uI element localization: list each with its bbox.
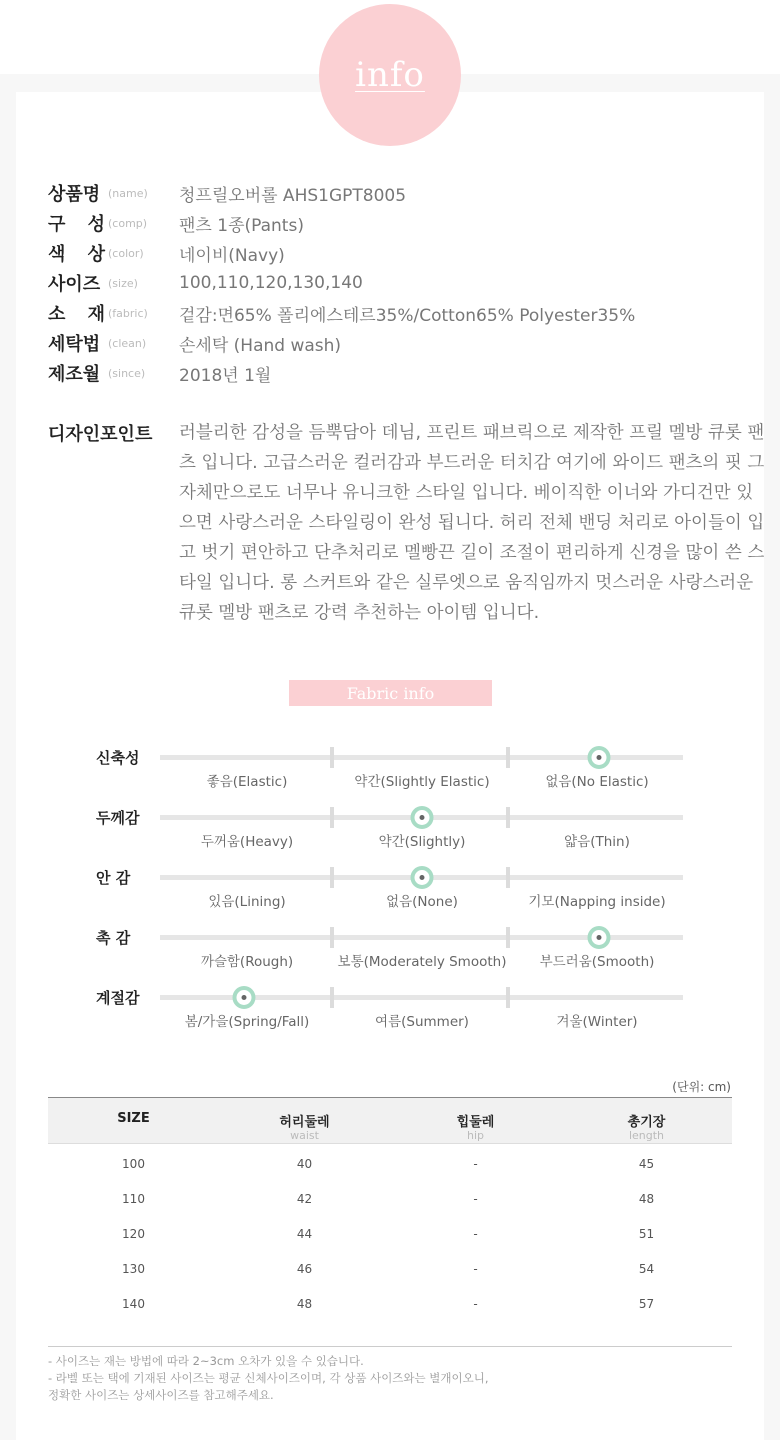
table-row — [48, 1216, 732, 1251]
fabric-scale-label: 계절감 — [96, 989, 140, 1007]
spec-label-en: (fabric) — [108, 306, 148, 320]
spec-row — [48, 178, 407, 208]
fabric-scale-divider — [330, 927, 334, 948]
size-table-header — [48, 1097, 732, 1144]
spec-label-en: (color) — [108, 246, 144, 260]
fabric-scale-option: 까슬함(Rough) — [200, 954, 294, 970]
note-line: - 사이즈는 재는 방법에 따라 2~3cm 오차가 있을 수 있습니다. — [48, 1354, 364, 1368]
table-row — [48, 1181, 732, 1216]
table-cell: 42 — [296, 1191, 313, 1206]
table-cell: 130 — [122, 1261, 145, 1276]
size-table-body — [48, 1144, 732, 1321]
fabric-scale-option: 부드러움(Smooth) — [539, 954, 655, 970]
header-cell: 허리둘레 waist — [279, 1115, 330, 1142]
fabric-scale-row — [0, 929, 780, 995]
spec-row — [48, 298, 636, 328]
spec-label: 사이즈 — [48, 274, 101, 295]
fabric-scale-option: 없음(No Elastic) — [545, 774, 649, 790]
info-badge-text: info — [355, 55, 425, 95]
marker-center-dot — [597, 755, 602, 760]
spec-label: 제조월 — [48, 364, 101, 385]
note-line: 정확한 사이즈는 상세사이즈를 참고해주세요. — [48, 1388, 274, 1402]
header-cell: 총기장 length — [627, 1115, 666, 1142]
table-cell: 40 — [296, 1156, 313, 1171]
table-row — [48, 1286, 732, 1321]
spec-row — [48, 268, 363, 298]
spec-value: 100,110,120,130,140 — [179, 273, 363, 293]
spec-label-en: (comp) — [108, 216, 148, 230]
spec-label-en: (since) — [108, 366, 146, 380]
fabric-scale-option: 좋음(Elastic) — [206, 774, 288, 790]
table-cell: 46 — [296, 1261, 313, 1276]
fabric-scale-label: 신축성 — [96, 749, 140, 767]
note-line: - 라벨 또는 택에 기재된 사이즈는 평균 신체사이즈이며, 각 상품 사이즈와는 별개이오니, — [48, 1371, 489, 1385]
table-cell: 140 — [122, 1296, 145, 1311]
spec-label: 세탁법 — [48, 334, 101, 355]
fabric-scale-label: 두께감 — [96, 809, 140, 827]
spec-value: 2018년 1월 — [179, 365, 272, 386]
table-cell: 54 — [638, 1261, 655, 1276]
fabric-scale-divider — [330, 987, 334, 1008]
spec-value: 손세탁 (Hand wash) — [179, 335, 342, 356]
fabric-scale-label: 안 감 — [96, 869, 131, 887]
spec-row — [48, 358, 272, 388]
fabric-scale-option: 약간(Slightly) — [378, 834, 466, 850]
fabric-info-title: Fabric info — [289, 680, 492, 706]
spec-label: 소 재 — [48, 304, 105, 325]
table-cell: 51 — [638, 1226, 655, 1241]
fabric-scale-option: 약간(Slightly Elastic) — [354, 774, 490, 790]
spec-row — [48, 238, 285, 268]
spec-value: 청프릴오버롤 AHS1GPT8005 — [179, 185, 407, 206]
marker-center-dot — [419, 815, 424, 820]
fabric-scale-divider — [506, 747, 510, 768]
fabric-scale-row — [0, 989, 780, 1055]
fabric-scale-row — [0, 749, 780, 815]
fabric-scale-row — [0, 869, 780, 935]
fabric-scale-label: 촉 감 — [96, 929, 131, 947]
fabric-scale-divider — [330, 747, 334, 768]
marker-center-dot — [419, 875, 424, 880]
fabric-scale-option: 보통(Moderately Smooth) — [337, 954, 507, 970]
size-table — [48, 1097, 732, 1321]
spec-row — [48, 328, 342, 358]
fabric-scale-option: 있음(Lining) — [208, 894, 286, 910]
table-cell: 48 — [296, 1296, 313, 1311]
marker-center-dot — [241, 995, 246, 1000]
design-point-title: 디자인포인트 — [48, 424, 153, 445]
table-cell: - — [473, 1191, 478, 1206]
fabric-scale-option: 얇음(Thin) — [564, 834, 630, 850]
size-notes — [48, 1346, 732, 1404]
spec-label: 상품명 — [48, 184, 101, 205]
fabric-scale-option: 봄/가을(Spring/Fall) — [184, 1014, 310, 1030]
table-cell: 57 — [638, 1296, 655, 1311]
table-cell: 100 — [122, 1156, 145, 1171]
fabric-scale-option: 기모(Napping inside) — [528, 894, 666, 910]
table-cell: 120 — [122, 1226, 145, 1241]
fabric-scale-divider — [506, 987, 510, 1008]
fabric-scale-marker — [410, 866, 433, 889]
spec-row — [48, 208, 304, 238]
spec-label-en: (name) — [108, 186, 148, 200]
product-spec-list — [48, 178, 636, 388]
info-badge — [319, 4, 461, 146]
spec-label: 색 상 — [48, 244, 105, 265]
table-cell: - — [473, 1156, 478, 1171]
fabric-scale-divider — [330, 867, 334, 888]
table-cell: 45 — [638, 1156, 655, 1171]
fabric-scale-divider — [506, 867, 510, 888]
fabric-scale-option: 두꺼움(Heavy) — [200, 834, 294, 850]
spec-label-en: (clean) — [108, 336, 147, 350]
table-cell: 44 — [296, 1226, 313, 1241]
spec-label-en: (size) — [108, 276, 138, 290]
header-cell: SIZE — [117, 1111, 150, 1126]
table-cell: - — [473, 1226, 478, 1241]
size-unit: (단위: cm) — [672, 1080, 731, 1094]
fabric-scale-marker — [232, 986, 255, 1009]
spec-value: 팬츠 1종(Pants) — [179, 215, 304, 236]
table-cell: 110 — [122, 1191, 145, 1206]
fabric-scale-marker — [588, 746, 611, 769]
fabric-scale-option: 여름(Summer) — [375, 1014, 469, 1030]
table-cell: - — [473, 1296, 478, 1311]
table-row — [48, 1146, 732, 1181]
fabric-scale-marker — [588, 926, 611, 949]
table-cell: - — [473, 1261, 478, 1276]
header-cell: 힙둘레 hip — [456, 1115, 495, 1142]
fabric-scale-row — [0, 809, 780, 875]
design-point-text: 러블리한 감성을 듬뿍담아 데님, 프린트 패브릭으로 제작한 프릴 멜방 큐롯 팬츠 입니다. 고급스러운 컬러감과 부드러운 터치감 여기에 와이드 팬츠의 핏 그 자체만으로도 너무나 유니크한 스타일 입니다. 베이직한 이너와 가디건만 있으면 사랑스러운 스타일링이 완성 됩니다. 허리 전체 밴딩 처리로 아이들이 입고 벗기 편안하고 단추처리로 멜빵끈 길이 조절이 편리하게 신경을 많이 쓴 스타일 입니다. 롱 스커트와 같은 실루엣으로 움직임까지 멋스러운 사랑스러운 큐롯 멜방 팬츠로 강력 추천하는 아이템 입니다. — [179, 423, 765, 623]
spec-value: 겉감:면65% 폴리에스테르35%/Cotton65% Polyester35% — [179, 305, 636, 326]
fabric-scale-option: 없음(None) — [386, 894, 458, 910]
table-cell: 48 — [638, 1191, 655, 1206]
spec-label: 구 성 — [48, 214, 105, 235]
fabric-scale-divider — [330, 807, 334, 828]
fabric-scale-divider — [506, 927, 510, 948]
spec-value: 네이비(Navy) — [179, 245, 285, 266]
fabric-scale-option: 겨울(Winter) — [556, 1014, 638, 1030]
table-row — [48, 1251, 732, 1286]
fabric-scale-marker — [410, 806, 433, 829]
fabric-scale-divider — [506, 807, 510, 828]
marker-center-dot — [597, 935, 602, 940]
